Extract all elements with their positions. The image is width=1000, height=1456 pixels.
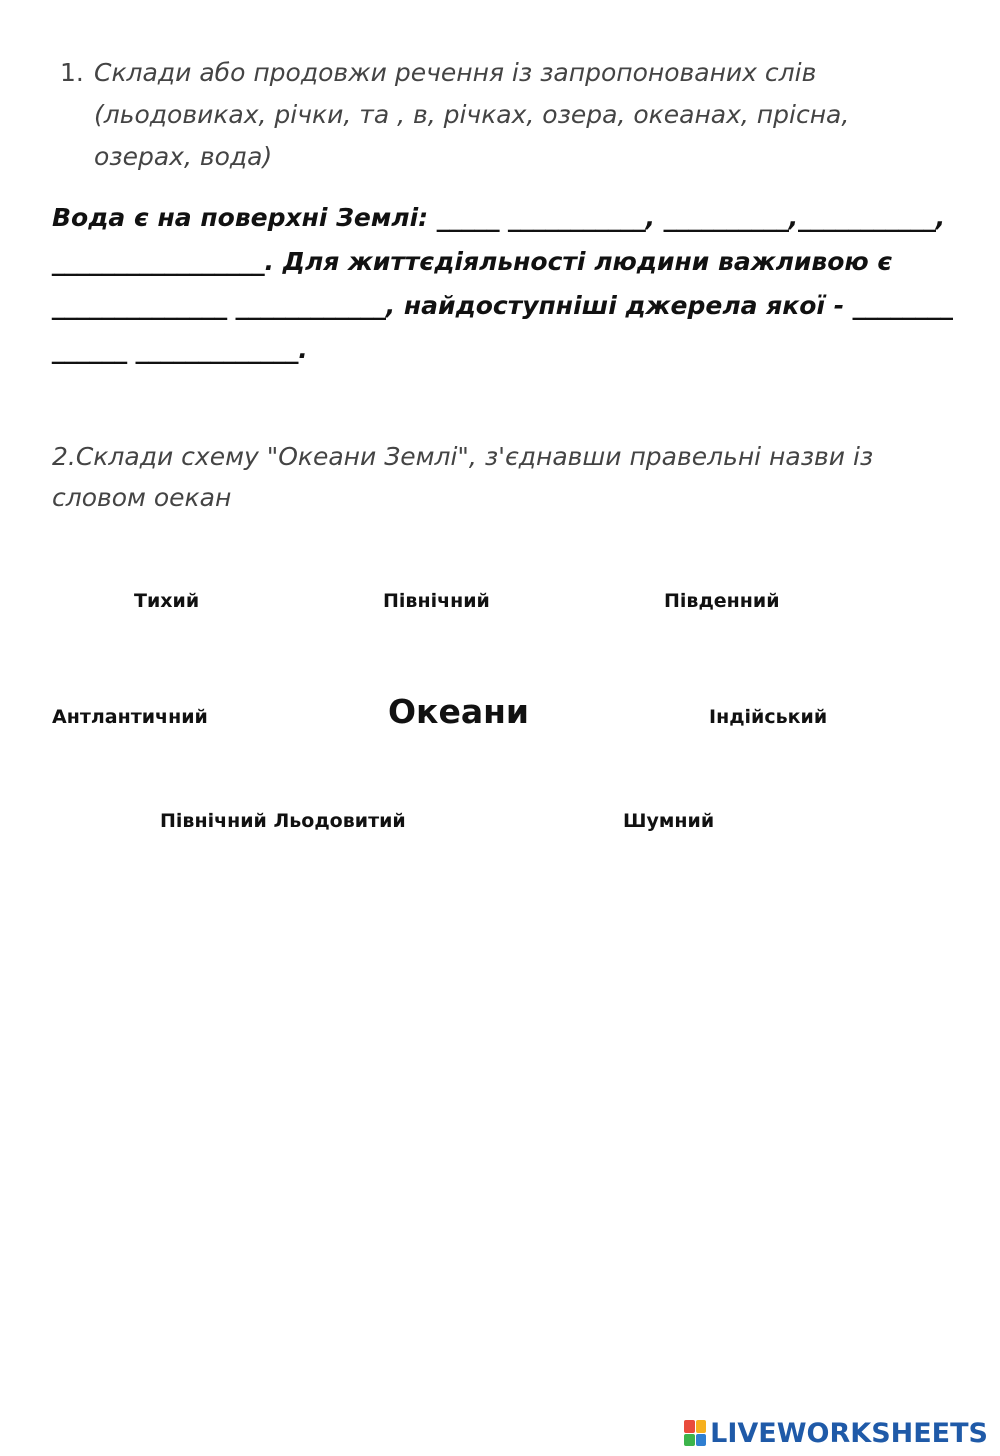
ocean-option-pivdennyi[interactable]: Південний [664,590,780,612]
task-1-line-2: (льодовиках, річки, та , в, річках, озера, океанах, прісна, [94,100,850,129]
liveworksheets-logo-icon [684,1420,706,1446]
task-1-line-1 [60,52,920,94]
ocean-option-indiiskyi[interactable]: Індійський [709,706,828,728]
fill-in-line-3: ______________ ____________, найдоступніші джерела якої - ________ [52,291,953,320]
task-2-line-1: 2.Склади схему "Океани Землі", з'єднавши правельні назви із [52,442,874,471]
task-1-text-1: Склади або продовжи речення із запропонованих слів [94,58,817,87]
fill-in-line-1: Вода є на поверхні Землі: _____ ___________, __________,___________, [52,203,946,232]
task-1-line-3: озерах, вода) [94,142,273,171]
fill-in-line-2: _________________. Для життєдіяльності людини важливою є [52,247,893,276]
fill-in-line-4: ______ _____________. [52,335,308,364]
scheme-center-oceans[interactable]: Океани [388,692,530,731]
liveworksheets-logo-text: LIVEWORKSHEETS [710,1417,988,1449]
liveworksheets-logo [684,1416,988,1450]
task-1-number: 1. [60,58,84,87]
fill-in-paragraph [52,196,952,372]
task-2-line-2: словом оекан [52,483,232,512]
ocean-option-atlantychnyi[interactable]: Антлантичний [52,706,208,728]
task-2-instructions [52,436,932,518]
ocean-option-shumnyi[interactable]: Шумний [623,810,715,832]
task-1-instructions [60,52,920,178]
ocean-option-tykhyi[interactable]: Тихий [134,590,200,612]
ocean-option-pivnichnyi[interactable]: Північний [383,590,490,612]
ocean-option-pivnichnyi-lodovytyi[interactable]: Північний Льодовитий [160,810,406,832]
